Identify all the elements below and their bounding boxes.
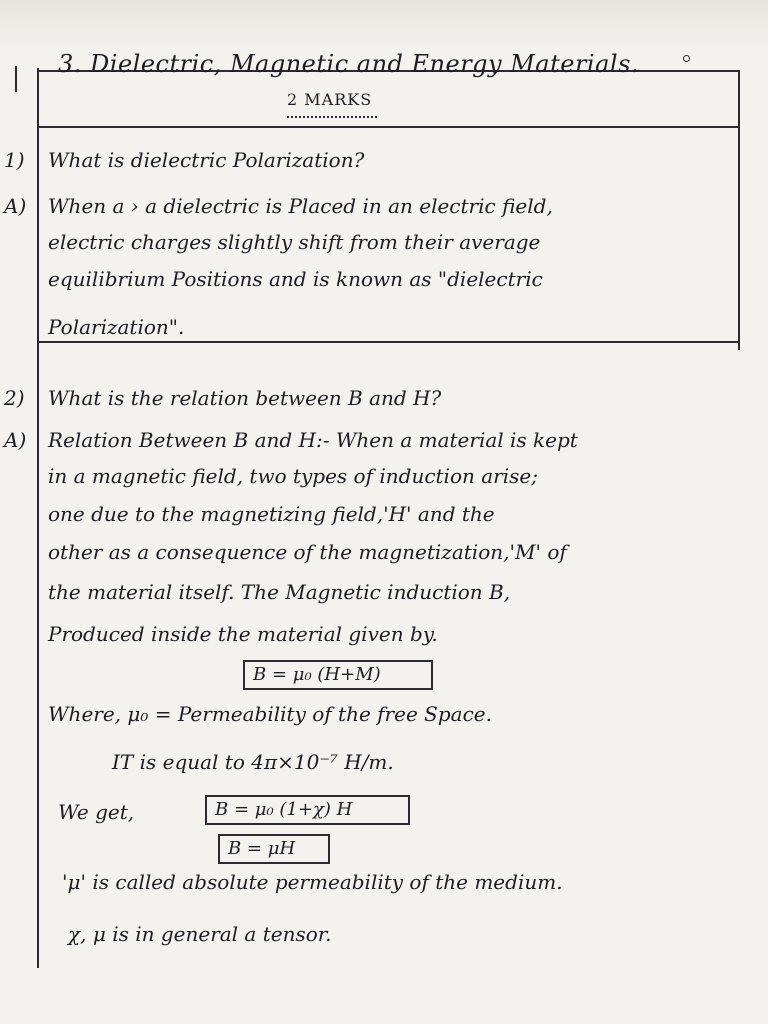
answer-2-line: one due to the magnetizing field,'H' and the	[48, 502, 495, 526]
box-left-border	[37, 68, 39, 968]
question-1-marker: 1)	[4, 148, 25, 172]
box-right-border	[738, 70, 740, 350]
equation-box-b-mu0-1-plus-chi-h: B = μ₀ (1+χ) H	[205, 795, 410, 825]
answer-2-line: the material itself. The Magnetic induction B,	[48, 580, 511, 604]
page-top-shadow	[0, 0, 768, 50]
equation-box-b-mu-h: B = μH	[218, 834, 330, 864]
question-1-text: What is dielectric Polarization?	[48, 148, 365, 172]
answer-2-line: other as a consequence of the magnetization,'M' of	[48, 540, 567, 564]
equation-box-b-mu0-h-plus-m: B = μ₀ (H+M)	[243, 660, 433, 690]
question-2-text: What is the relation between B and H?	[48, 386, 442, 410]
left-margin-mark	[15, 66, 17, 92]
answer-1-marker: A)	[4, 194, 27, 218]
question-2-marker: 2)	[4, 386, 25, 410]
section-heading: 2 MARKS	[287, 90, 373, 109]
answer-1-line: Polarization".	[48, 315, 185, 339]
header-divider	[37, 126, 740, 128]
tensor-line: χ, μ is in general a tensor.	[68, 922, 332, 946]
answer-1-line: equilibrium Positions and is known as "dielectric	[48, 267, 543, 291]
answer-2-line: Relation Between B and H:- When a material is kept	[48, 428, 578, 452]
answer-2-line: Produced inside the material given by.	[48, 622, 438, 646]
page-title: 3. Dielectric, Magnetic and Energy Materials.	[58, 50, 640, 78]
permeability-definition: Where, μ₀ = Permeability of the free Space.	[48, 702, 492, 726]
answer-1-line: electric charges slightly shift from their average	[48, 230, 541, 254]
section-divider	[37, 341, 740, 343]
permeability-value: IT is equal to 4π×10⁻⁷ H/m.	[112, 750, 394, 774]
answer-1-line: When a › a dielectric is Placed in an electric field,	[48, 194, 553, 218]
absolute-permeability-line: 'μ' is called absolute permeability of the medium.	[62, 870, 563, 894]
we-get-label: We get,	[58, 800, 135, 824]
answer-2-line: in a magnetic field, two types of induction arise;	[48, 464, 538, 488]
title-dot-mark	[683, 55, 690, 62]
answer-2-marker: A)	[4, 428, 27, 452]
section-heading-underline	[287, 112, 377, 118]
